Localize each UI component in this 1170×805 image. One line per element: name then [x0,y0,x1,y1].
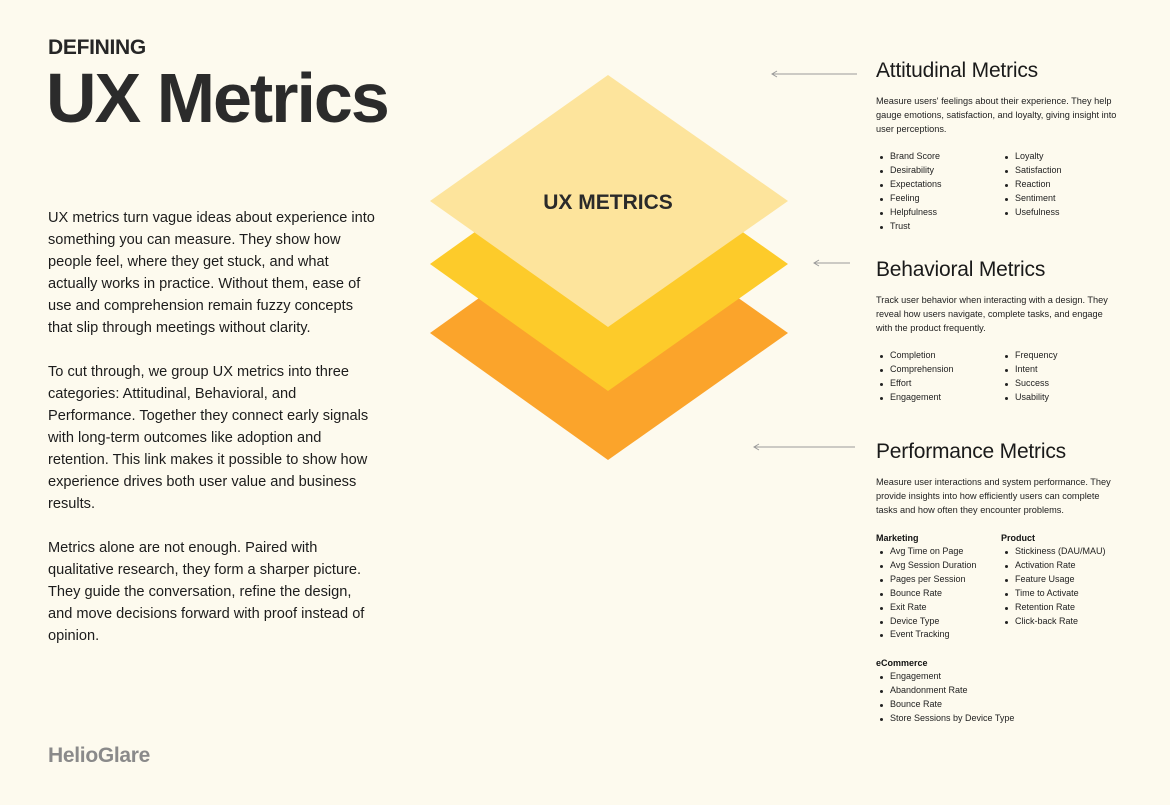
attitudinal-description: Measure users' feelings about their experience. They help gauge emotions, satisfaction, and loyalty, giving insight into user perceptions. [876,96,1117,134]
list-item: Trust [876,220,1001,234]
list-item: Bounce Rate [876,698,1126,712]
attitudinal-list-2 [1001,150,1126,220]
list-item: Comprehension [876,363,1001,377]
list-item: Click-back Rate [1001,615,1126,629]
list-item: Satisfaction [1001,164,1126,178]
list-item: Avg Time on Page [876,545,1001,559]
list-item: Reaction [1001,178,1126,192]
behavioral-lists [876,349,1126,405]
list-item: Device Type [876,615,1001,629]
list-item: Sentiment [1001,192,1126,206]
list-item: Engagement [876,670,1126,684]
list-item: Store Sessions by Device Type [876,712,1126,726]
performance-section [876,439,1126,726]
list-item: Retention Rate [1001,601,1126,615]
list-item: Completion [876,349,1001,363]
list-item: Exit Rate [876,601,1001,615]
diagram-center-label: UX METRICS [543,191,673,214]
list-item: Activation Rate [1001,559,1126,573]
behavioral-list-1 [876,349,1001,405]
ecommerce-block [876,656,1126,726]
brand-part-1: Helio [48,744,98,767]
product-list [1001,545,1126,628]
list-item: Desirability [876,164,1001,178]
list-item: Success [1001,377,1126,391]
performance-description: Measure user interactions and system performance. They provide insights into how efficiently users can complete tasks and how often they encounter problems. [876,477,1111,515]
brand-part-2: Glare [97,744,151,767]
list-item: Loyalty [1001,150,1126,164]
intro-paragraph-1: UX metrics turn vague ideas about experience into something you can measure. They show how people feel, where they get stuck, and what actually works in practice. Without them, ease of use and comprehension remain fuzzy concepts that slip through meetings without clarity. [48,210,375,336]
list-item: Bounce Rate [876,587,1001,601]
list-item: Frequency [1001,349,1126,363]
list-item: Pages per Session [876,573,1001,587]
page-title: UX Metrics [46,59,388,137]
performance-lists [876,531,1126,642]
arrow-attitudinal [772,71,857,77]
attitudinal-list-1 [876,150,1001,233]
performance-title: Performance Metrics [876,440,1066,463]
list-item: Effort [876,377,1001,391]
attitudinal-lists [876,150,1126,233]
list-item: Abandonment Rate [876,684,1126,698]
list-item: Feature Usage [1001,573,1126,587]
list-item: Intent [1001,363,1126,377]
attitudinal-section [876,58,1126,233]
list-item: Avg Session Duration [876,559,1001,573]
list-item: Engagement [876,391,1001,405]
intro-paragraph-2: To cut through, we group UX metrics into three categories: Attitudinal, Behavioral, and Performance. Together they connect early signals with long-term outcomes like adoption and retention. This link makes it possible to show how experience drives both user value and business results. [48,364,369,512]
list-item: Time to Activate [1001,587,1126,601]
list-item: Stickiness (DAU/MAU) [1001,545,1126,559]
behavioral-title: Behavioral Metrics [876,258,1046,281]
ecommerce-title: eCommerce [876,658,928,669]
list-item: Expectations [876,178,1001,192]
product-title: Product [1001,533,1036,543]
list-item: Usefulness [1001,206,1126,220]
eyebrow-label: DEFINING [48,36,146,59]
attitudinal-title: Attitudinal Metrics [876,59,1038,82]
behavioral-description: Track user behavior when interacting with a design. They reveal how users navigate, complete tasks, and engage with the product frequently. [876,295,1108,333]
marketing-list [876,545,1001,642]
intro-paragraph-3: Metrics alone are not enough. Paired with qualitative research, they form a sharper picture. They guide the conversation, refine the design, and move decisions forward with proof instead of opinion. [48,540,365,644]
arrow-behavioral [814,260,850,266]
ecommerce-list [876,670,1126,726]
marketing-title: Marketing [876,533,919,543]
list-item: Helpfulness [876,206,1001,220]
arrow-performance [754,444,855,450]
list-item: Usability [1001,391,1126,405]
list-item: Event Tracking [876,628,1001,642]
behavioral-section [876,257,1126,405]
list-item: Feeling [876,192,1001,206]
list-item: Brand Score [876,150,1001,164]
behavioral-list-2 [1001,349,1126,405]
